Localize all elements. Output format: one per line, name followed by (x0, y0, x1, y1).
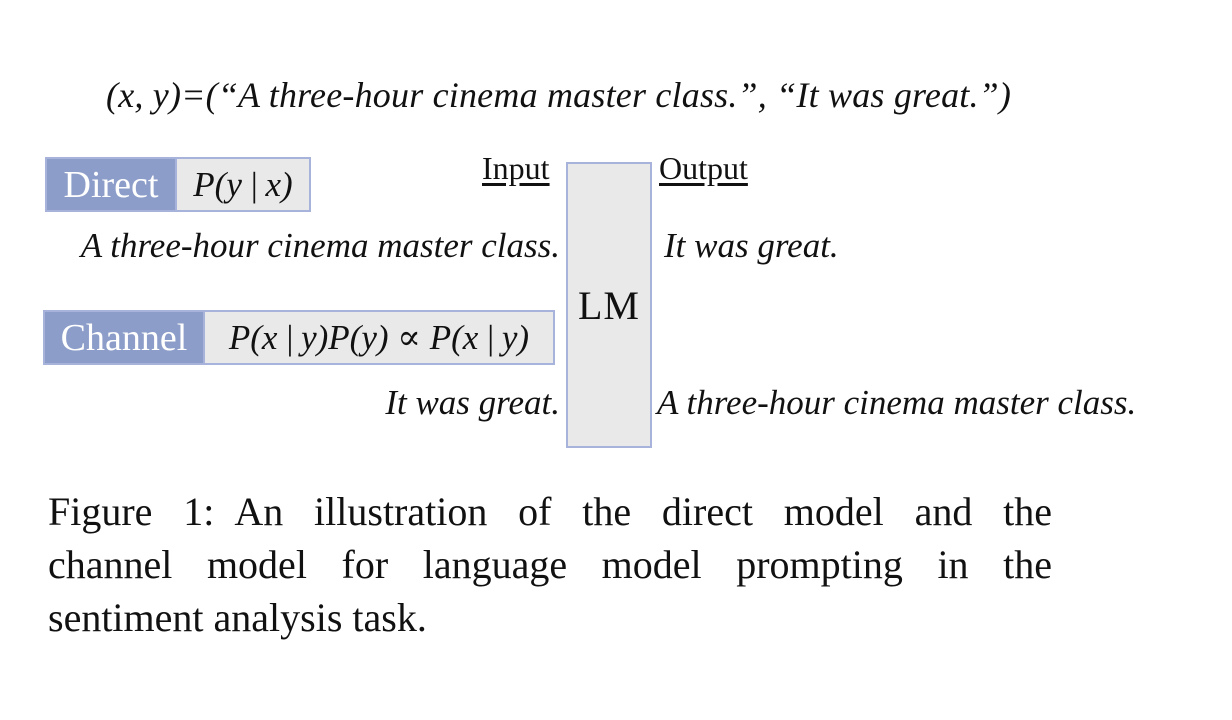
direct-output-text: It was great. (664, 226, 839, 265)
direct-model-row (45, 157, 311, 212)
lm-label: LM (578, 282, 640, 328)
direct-model-label: Direct (47, 159, 175, 210)
direct-model-formula: P(y | x) (175, 159, 309, 210)
example-pair-definition: (x, y)=(“A three-hour cinema master class.”, “It was great.”) (106, 75, 1012, 115)
caption-line-2: channel model for language model prompting in the (48, 542, 1052, 587)
input-column-header: Input (482, 150, 550, 186)
channel-output-text: A three-hour cinema master class. (657, 383, 1137, 422)
direct-input-text: A three-hour cinema master class. (80, 226, 560, 265)
lm-box (566, 162, 652, 448)
caption-line-1: Figure 1: An illustration of the direct model and the (48, 489, 1052, 534)
channel-input-text: It was great. (385, 383, 560, 422)
figure-caption (48, 485, 1052, 644)
output-column-header: Output (659, 150, 748, 186)
channel-model-row (43, 310, 555, 365)
channel-model-formula: P(x | y)P(y) ∝ P(x | y) (203, 312, 553, 363)
caption-line-3: sentiment analysis task. (48, 595, 427, 640)
channel-model-label: Channel (45, 312, 203, 363)
